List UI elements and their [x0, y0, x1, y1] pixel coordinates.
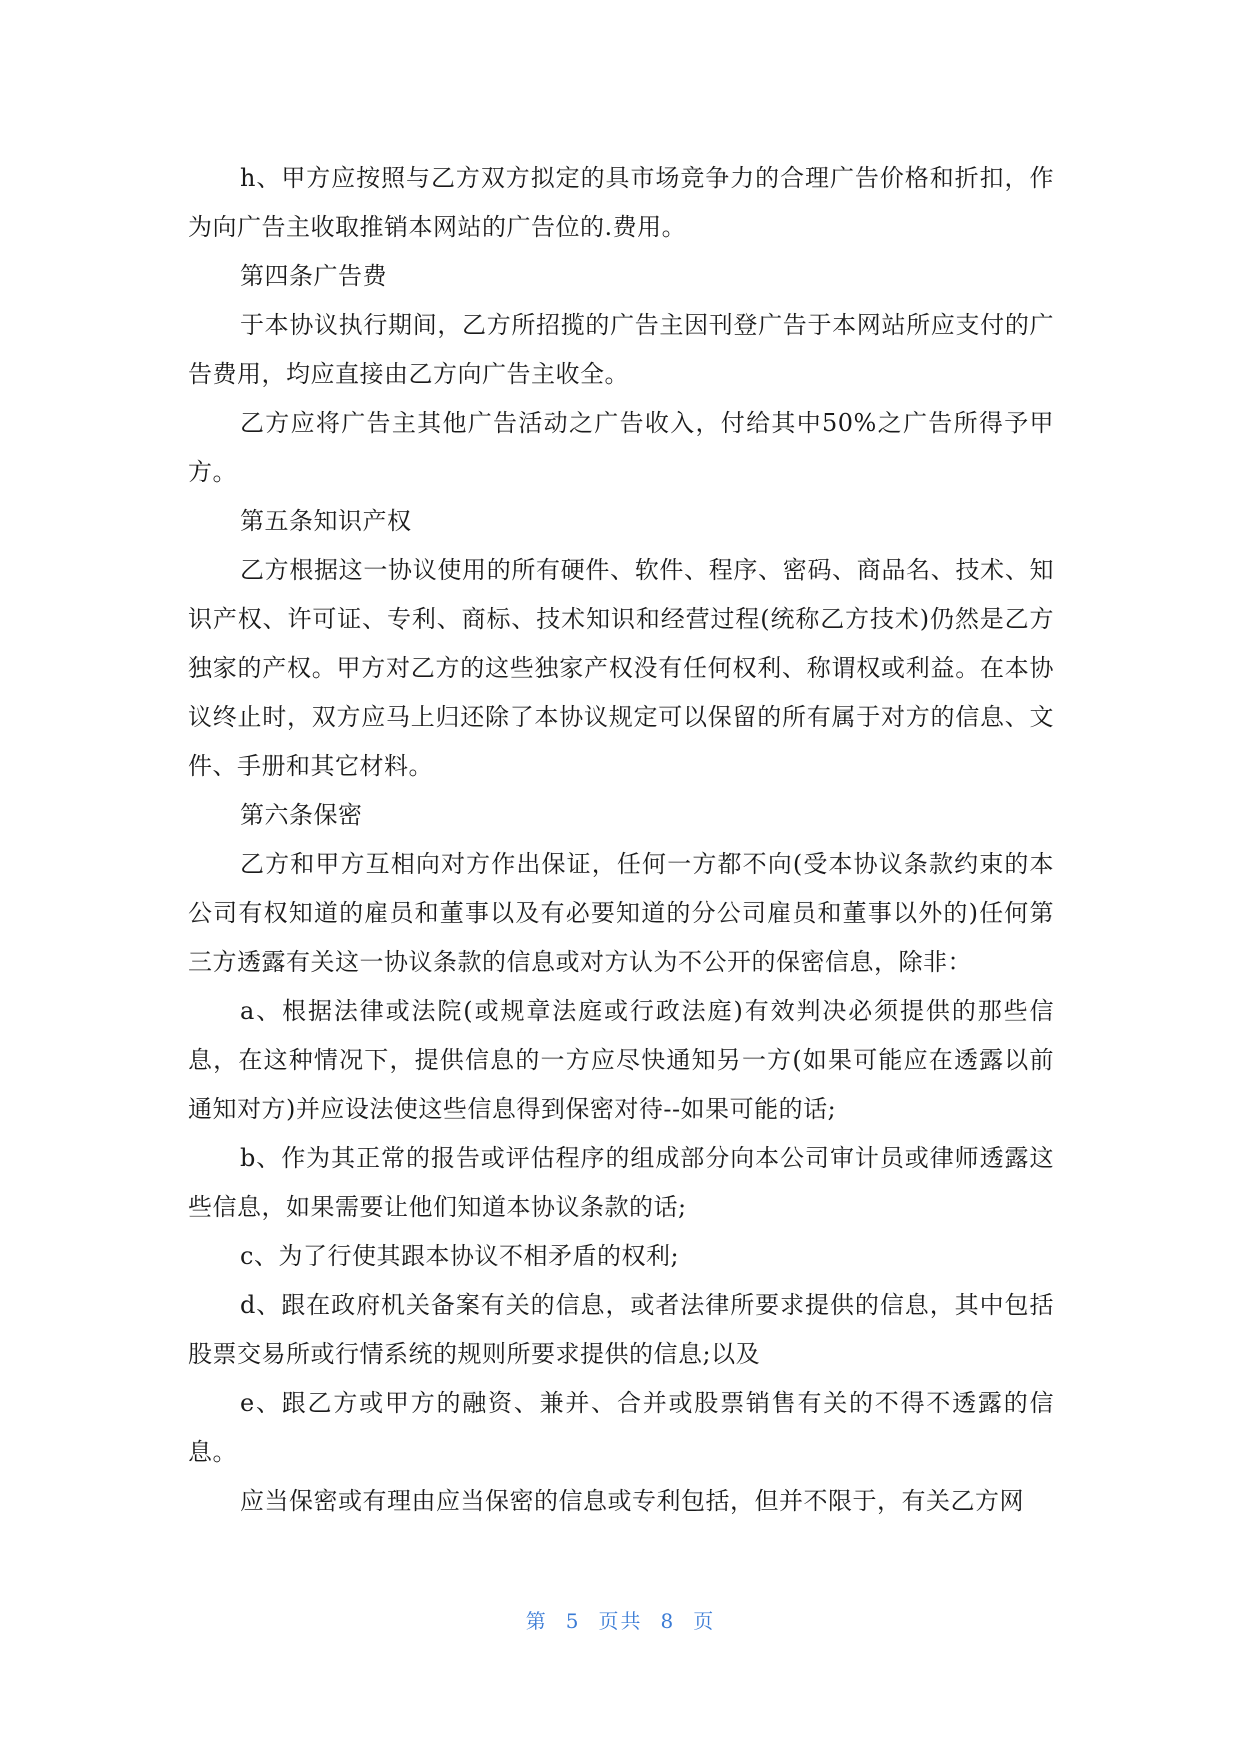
page-number-footer [0, 1605, 1241, 1634]
paragraph-clause-c: c、为了行使其跟本协议不相矛盾的权利; [240, 1242, 680, 1270]
paragraph-confidentiality: 乙方和甲方互相向对方作出保证，任何一方都不向(受本协议条款约束的本公司有权知道的雇员和董事以及有必要知道的分公司雇员和董事以外的)任何第三方透露有关这一协议条款的信息或对方认为不公开的保密信息，除非： [188, 850, 1054, 976]
heading-article-6: 第六条保密 [240, 801, 363, 829]
heading-article-4: 第四条广告费 [240, 262, 387, 290]
paragraph-clause-a: a、根据法律或法院(或规章法庭或行政法庭)有效判决必须提供的那些信息，在这种情况下，提供信息的一方应尽快通知另一方(如果可能应在透露以前通知对方)并应设法使这些信息得到保密对待--如果可能的话; [188, 997, 1054, 1123]
paragraph-confidential-info: 应当保密或有理由应当保密的信息或专利包括，但并不限于，有关乙方网 [240, 1487, 1024, 1515]
paragraph-clause-e: e、跟乙方或甲方的融资、兼并、合并或股票销售有关的不得不透露的信息。 [188, 1389, 1054, 1466]
footer-middle: 页共 [598, 1609, 643, 1633]
footer-total-pages: 8 [660, 1609, 676, 1633]
footer-suffix: 页 [693, 1609, 716, 1633]
document-body [188, 154, 1054, 1526]
paragraph-clause-d: d、跟在政府机关备案有关的信息，或者法律所要求提供的信息，其中包括股票交易所或行情系统的规则所要求提供的信息;以及 [188, 1291, 1054, 1368]
heading-article-5: 第五条知识产权 [240, 507, 412, 535]
footer-prefix: 第 [525, 1609, 548, 1633]
paragraph-ad-revenue-share: 乙方应将广告主其他广告活动之广告收入，付给其中50%之广告所得予甲方。 [188, 409, 1054, 486]
paragraph-intellectual-property: 乙方根据这一协议使用的所有硬件、软件、程序、密码、商品名、技术、知识产权、许可证、专利、商标、技术知识和经营过程(统称乙方技术)仍然是乙方独家的产权。甲方对乙方的这些独家产权没有任何权利、称谓权或利益。在本协议终止时，双方应马上归还除了本协议规定可以保留的所有属于对方的信息、文件、手册和其它材料。 [188, 556, 1054, 780]
paragraph-ad-fee-collection: 于本协议执行期间，乙方所招揽的广告主因刊登广告于本网站所应支付的广告费用，均应直接由乙方向广告主收全。 [188, 311, 1054, 388]
paragraph-clause-h: h、甲方应按照与乙方双方拟定的具市场竞争力的合理广告价格和折扣，作为向广告主收取推销本网站的广告位的.费用。 [188, 164, 1054, 241]
footer-current-page: 5 [565, 1609, 581, 1633]
paragraph-clause-b: b、作为其正常的报告或评估程序的组成部分向本公司审计员或律师透露这些信息，如果需要让他们知道本协议条款的话; [188, 1144, 1054, 1221]
